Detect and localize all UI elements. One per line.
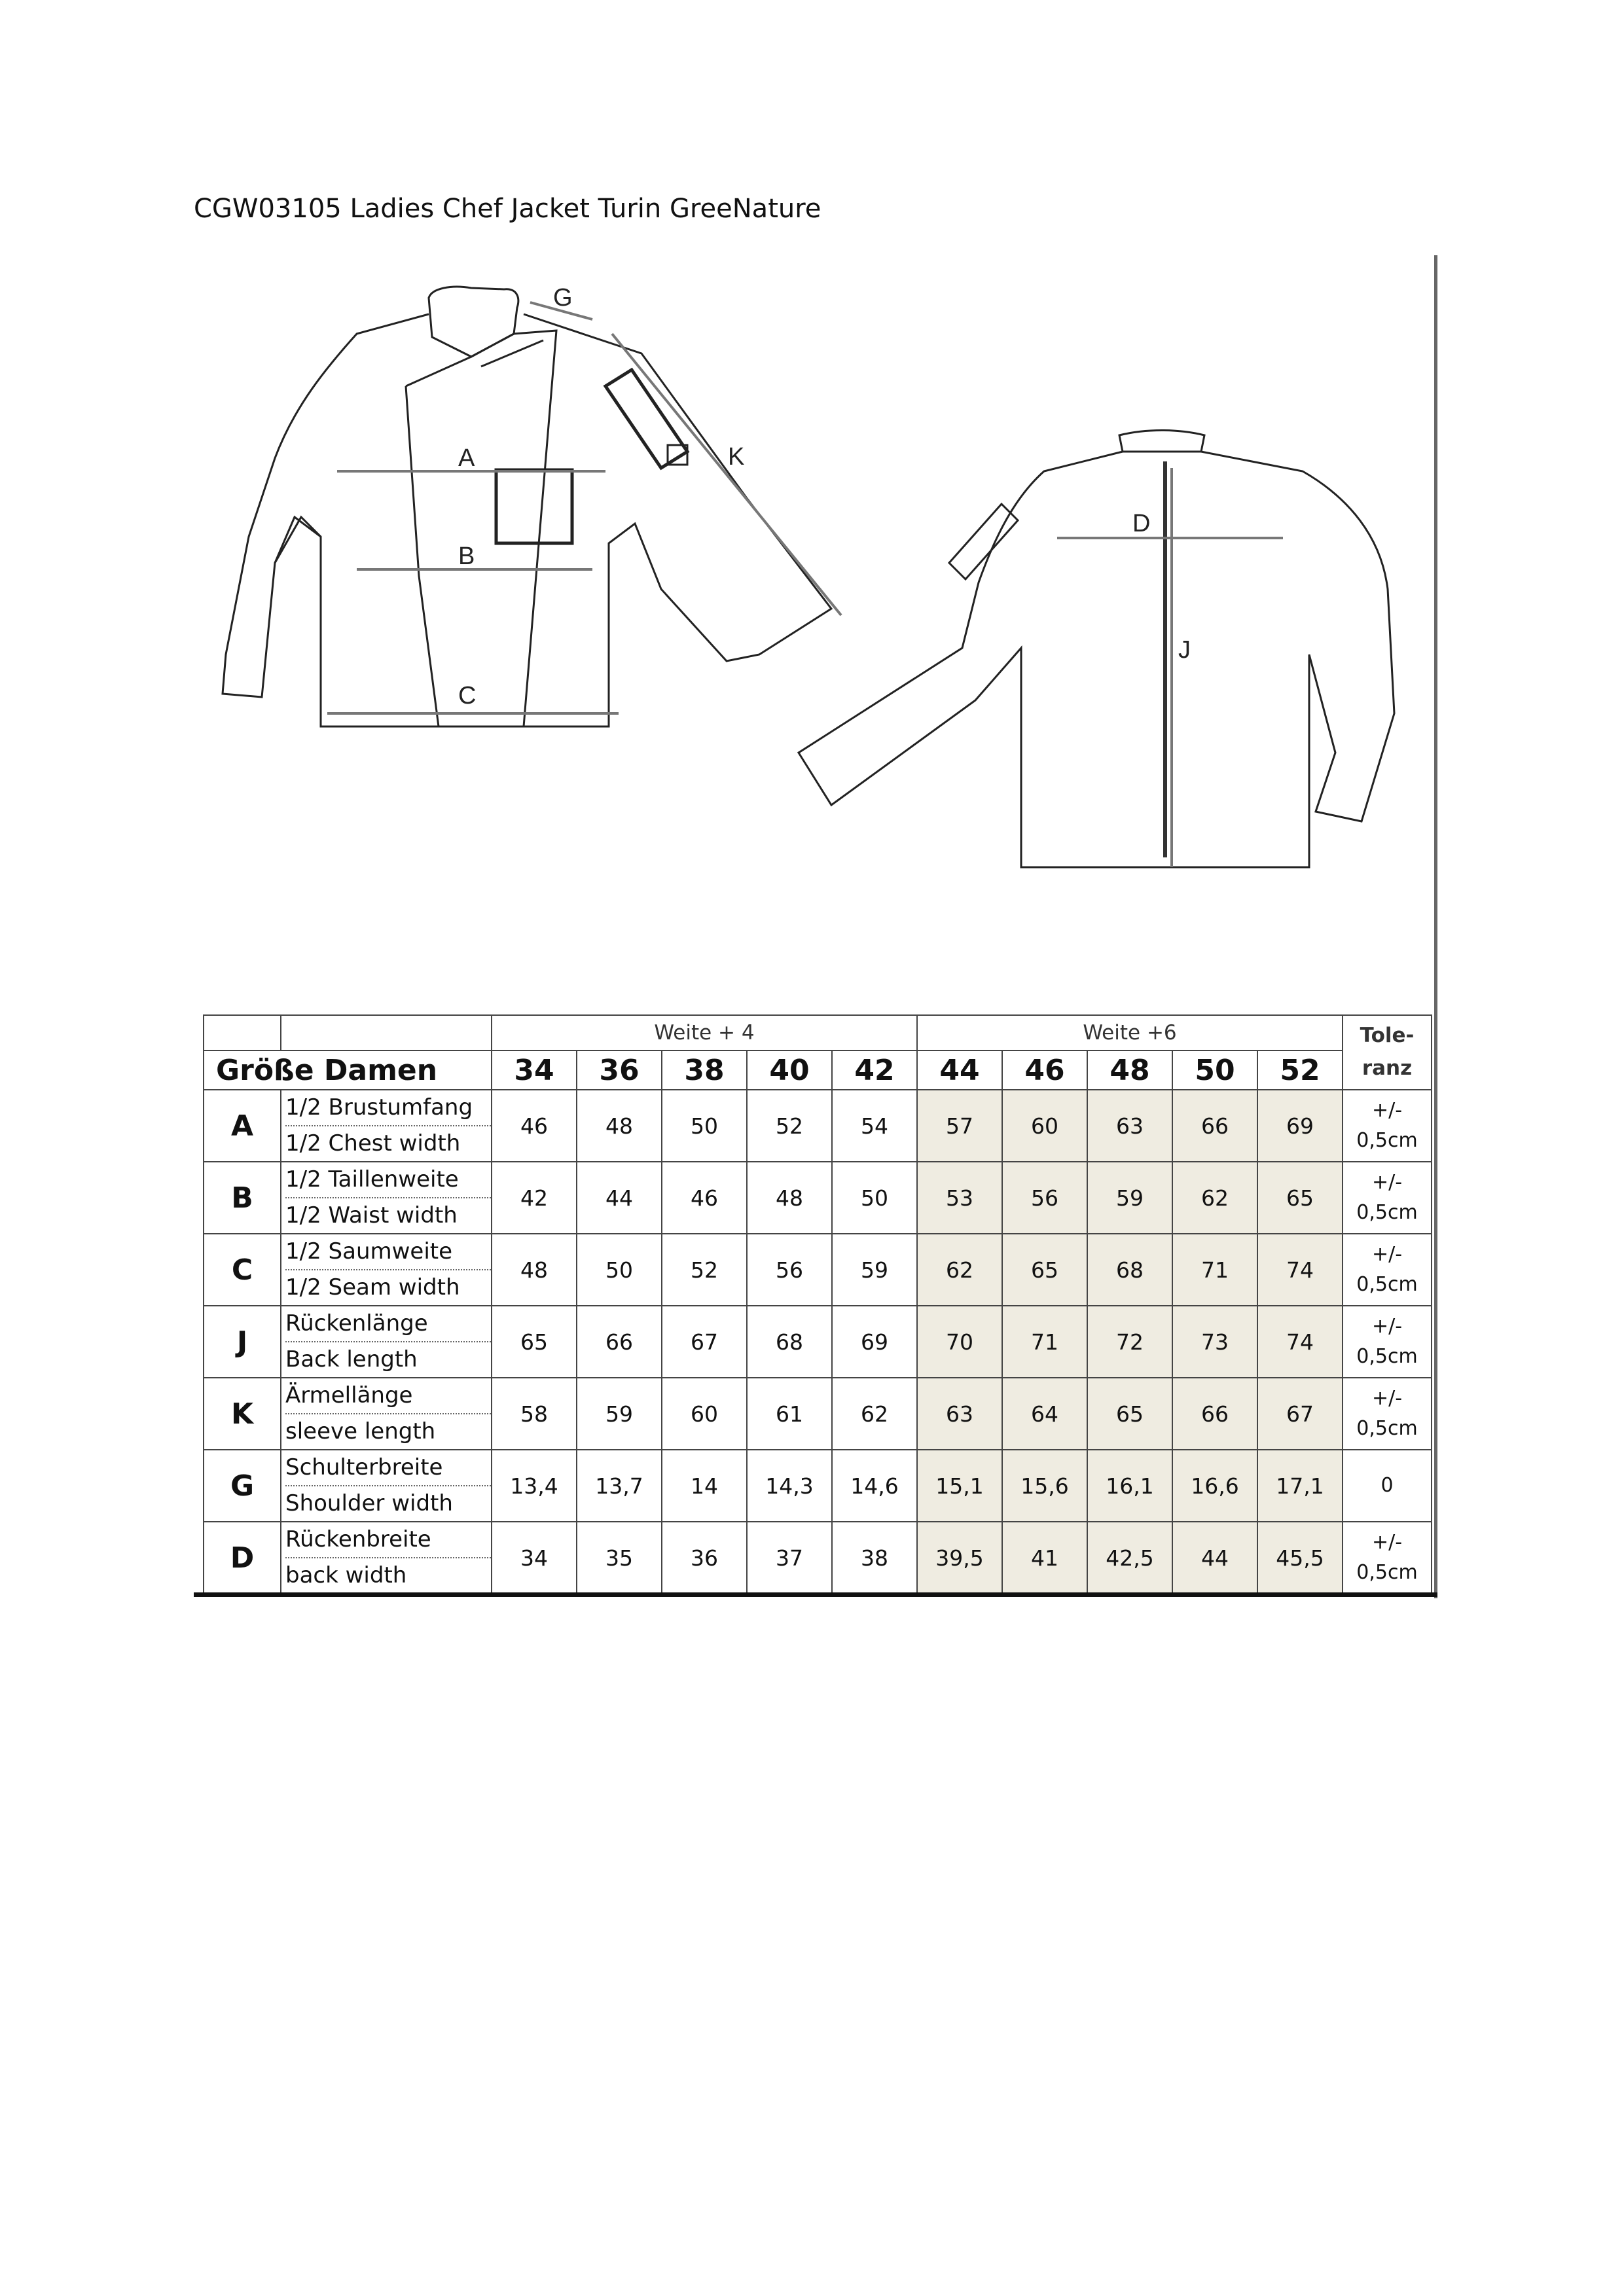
- size-value: 58: [492, 1378, 577, 1450]
- size-value: 68: [747, 1306, 832, 1378]
- size-value: 42: [492, 1162, 577, 1234]
- blank-cell: [204, 1015, 281, 1050]
- size-value: 60: [1002, 1090, 1087, 1162]
- size-value: 37: [747, 1522, 832, 1594]
- tolerance-cell: [1343, 1234, 1432, 1306]
- description-english: sleeve length: [285, 1418, 436, 1444]
- tolerance-cell: [1343, 1306, 1432, 1378]
- description-english: Back length: [285, 1346, 418, 1372]
- size-value: 54: [832, 1090, 917, 1162]
- description-english: Shoulder width: [285, 1490, 453, 1516]
- tolerance-sign: +/-: [1371, 1531, 1403, 1554]
- size-value: 71: [1002, 1306, 1087, 1378]
- tolerance-cell: [1343, 1522, 1432, 1594]
- tolerance-header-line2: ranz: [1362, 1056, 1413, 1080]
- size-value: 57: [917, 1090, 1002, 1162]
- size-value: 60: [662, 1378, 747, 1450]
- description-german: Ärmellänge: [285, 1378, 491, 1414]
- size-value: 39,5: [917, 1522, 1002, 1594]
- row-description: [281, 1162, 492, 1234]
- size-value: 35: [577, 1522, 662, 1594]
- label-K: K: [728, 443, 745, 471]
- size-value: 62: [917, 1234, 1002, 1306]
- table-row: [204, 1090, 1432, 1162]
- row-description: [281, 1450, 492, 1522]
- description-english: 1/2 Chest width: [285, 1130, 461, 1157]
- tolerance-header-line1: Tole-: [1360, 1024, 1415, 1048]
- size-header-label: Größe Damen: [204, 1050, 492, 1090]
- size-value: 65: [1257, 1162, 1343, 1234]
- tolerance-header: [1343, 1015, 1432, 1090]
- size-value: 63: [917, 1378, 1002, 1450]
- label-B: B: [458, 543, 475, 570]
- tolerance-sign: +/-: [1371, 1315, 1403, 1338]
- size-value: 13,4: [492, 1450, 577, 1522]
- size-header: 38: [662, 1050, 747, 1090]
- label-J: J: [1178, 636, 1191, 664]
- size-header: 52: [1257, 1050, 1343, 1090]
- size-value: 62: [1172, 1162, 1257, 1234]
- size-value: 63: [1087, 1090, 1172, 1162]
- size-value: 14: [662, 1450, 747, 1522]
- size-value: 59: [832, 1234, 917, 1306]
- description-english: 1/2 Seam width: [285, 1274, 460, 1300]
- tolerance-cell: [1343, 1450, 1432, 1522]
- size-value: 65: [492, 1306, 577, 1378]
- size-chart-table: [203, 1014, 1432, 1594]
- size-value: 48: [747, 1162, 832, 1234]
- description-german: 1/2 Brustumfang: [285, 1090, 491, 1126]
- table-row: [204, 1306, 1432, 1378]
- size-header: 46: [1002, 1050, 1087, 1090]
- table-row: [204, 1234, 1432, 1306]
- size-value: 36: [662, 1522, 747, 1594]
- label-G: G: [553, 284, 573, 312]
- size-value: 66: [1172, 1378, 1257, 1450]
- size-header: 50: [1172, 1050, 1257, 1090]
- size-value: 65: [1002, 1234, 1087, 1306]
- row-description: [281, 1306, 492, 1378]
- size-value: 14,6: [832, 1450, 917, 1522]
- row-description: [281, 1090, 492, 1162]
- size-table-body: [204, 1090, 1432, 1594]
- size-value: 74: [1257, 1306, 1343, 1378]
- size-value: 16,6: [1172, 1450, 1257, 1522]
- size-value: 56: [1002, 1162, 1087, 1234]
- tolerance-cell: [1343, 1162, 1432, 1234]
- size-value: 64: [1002, 1378, 1087, 1450]
- size-value: 62: [832, 1378, 917, 1450]
- tolerance-sign: +/-: [1371, 1099, 1403, 1122]
- size-value: 16,1: [1087, 1450, 1172, 1522]
- size-value: 50: [832, 1162, 917, 1234]
- tolerance-cell: [1343, 1378, 1432, 1450]
- size-value: 48: [577, 1090, 662, 1162]
- description-german: 1/2 Saumweite: [285, 1234, 491, 1270]
- description-german: Rückenlänge: [285, 1306, 491, 1342]
- size-value: 66: [577, 1306, 662, 1378]
- front-jacket-outline: [223, 287, 831, 726]
- size-value: 50: [662, 1090, 747, 1162]
- table-row: [204, 1450, 1432, 1522]
- group-weite-4: Weite + 4: [492, 1015, 917, 1050]
- row-letter: G: [204, 1450, 281, 1522]
- size-header: 40: [747, 1050, 832, 1090]
- tolerance-sign: 0: [1380, 1474, 1394, 1497]
- jacket-technical-drawing: [0, 0, 1624, 982]
- size-value: 59: [1087, 1162, 1172, 1234]
- row-letter: C: [204, 1234, 281, 1306]
- size-header: 36: [577, 1050, 662, 1090]
- row-description: [281, 1234, 492, 1306]
- row-letter: A: [204, 1090, 281, 1162]
- tolerance-sign: +/-: [1371, 1243, 1403, 1266]
- size-value: 67: [1257, 1378, 1343, 1450]
- size-header: 44: [917, 1050, 1002, 1090]
- description-english: back width: [285, 1562, 407, 1588]
- back-jacket-outline: [799, 431, 1394, 868]
- size-value: 42,5: [1087, 1522, 1172, 1594]
- description-german: Schulterbreite: [285, 1450, 491, 1486]
- tolerance-value: 0,5cm: [1356, 1273, 1418, 1296]
- group-header-row: [204, 1015, 1432, 1050]
- size-value: 69: [1257, 1090, 1343, 1162]
- table-row: [204, 1378, 1432, 1450]
- tolerance-value: 0,5cm: [1356, 1417, 1418, 1440]
- size-header: 34: [492, 1050, 577, 1090]
- description-german: Rückenbreite: [285, 1522, 491, 1558]
- size-value: 13,7: [577, 1450, 662, 1522]
- size-value: 66: [1172, 1090, 1257, 1162]
- size-value: 70: [917, 1306, 1002, 1378]
- size-value: 68: [1087, 1234, 1172, 1306]
- tolerance-cell: [1343, 1090, 1432, 1162]
- size-value: 61: [747, 1378, 832, 1450]
- group-weite-6: Weite +6: [917, 1015, 1343, 1050]
- table-bottom-rule: [194, 1592, 1437, 1597]
- size-value: 73: [1172, 1306, 1257, 1378]
- size-value: 74: [1257, 1234, 1343, 1306]
- size-value: 56: [747, 1234, 832, 1306]
- blank-cell: [281, 1015, 492, 1050]
- size-value: 15,6: [1002, 1450, 1087, 1522]
- size-value: 71: [1172, 1234, 1257, 1306]
- row-description: [281, 1522, 492, 1594]
- size-value: 59: [577, 1378, 662, 1450]
- size-header: 42: [832, 1050, 917, 1090]
- size-value: 41: [1002, 1522, 1087, 1594]
- table-row: [204, 1522, 1432, 1594]
- tolerance-sign: +/-: [1371, 1387, 1403, 1410]
- size-value: 67: [662, 1306, 747, 1378]
- label-D: D: [1132, 510, 1151, 537]
- tolerance-value: 0,5cm: [1356, 1129, 1418, 1152]
- table-row: [204, 1162, 1432, 1234]
- tolerance-value: 0,5cm: [1356, 1201, 1418, 1224]
- size-value: 14,3: [747, 1450, 832, 1522]
- size-value: 53: [917, 1162, 1002, 1234]
- row-letter: D: [204, 1522, 281, 1594]
- row-letter: B: [204, 1162, 281, 1234]
- size-value: 38: [832, 1522, 917, 1594]
- size-value: 46: [662, 1162, 747, 1234]
- size-value: 52: [747, 1090, 832, 1162]
- size-value: 45,5: [1257, 1522, 1343, 1594]
- size-value: 15,1: [917, 1450, 1002, 1522]
- tolerance-value: 0,5cm: [1356, 1345, 1418, 1368]
- tolerance-sign: +/-: [1371, 1171, 1403, 1194]
- vertical-divider: [1434, 255, 1437, 1598]
- size-value: 34: [492, 1522, 577, 1594]
- size-header: 48: [1087, 1050, 1172, 1090]
- size-value: 46: [492, 1090, 577, 1162]
- size-value: 44: [577, 1162, 662, 1234]
- size-value: 48: [492, 1234, 577, 1306]
- row-letter: J: [204, 1306, 281, 1378]
- size-value: 50: [577, 1234, 662, 1306]
- row-description: [281, 1378, 492, 1450]
- row-letter: K: [204, 1378, 281, 1450]
- label-C: C: [458, 682, 477, 709]
- label-A: A: [458, 444, 475, 472]
- size-value: 17,1: [1257, 1450, 1343, 1522]
- page-title: CGW03105 Ladies Chef Jacket Turin GreeNature: [194, 194, 821, 224]
- size-header-row: [204, 1050, 1432, 1090]
- tolerance-value: 0,5cm: [1356, 1561, 1418, 1584]
- size-value: 69: [832, 1306, 917, 1378]
- description-german: 1/2 Taillenweite: [285, 1162, 491, 1198]
- size-value: 44: [1172, 1522, 1257, 1594]
- size-value: 72: [1087, 1306, 1172, 1378]
- description-english: 1/2 Waist width: [285, 1202, 458, 1229]
- size-value: 65: [1087, 1378, 1172, 1450]
- size-value: 52: [662, 1234, 747, 1306]
